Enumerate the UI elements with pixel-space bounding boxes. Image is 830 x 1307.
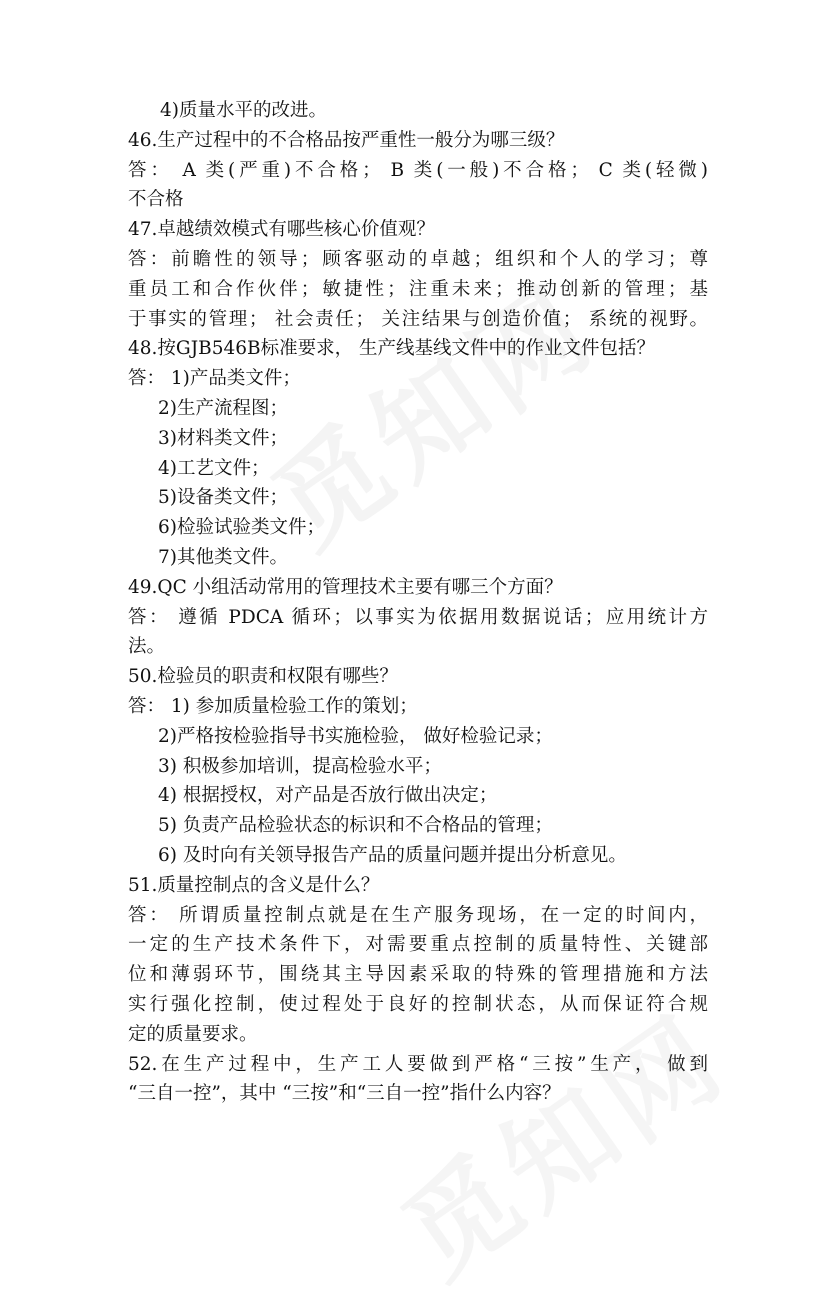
question-47: 47.卓越绩效模式有哪些核心价值观？ <box>128 219 435 241</box>
question-52: 52.在生产过程中，生产工人要做到严格“三按”生产， 做到 <box>128 1053 708 1075</box>
question-49: 49.QC 小组活动常用的管理技术主要有哪三个方面？ <box>128 576 563 598</box>
answer-50-item: 2)严格按检验指导书实施检验， 做好检验记录； <box>158 725 553 747</box>
answer-51-cont: 实行强化控制，使过程处于良好的控制状态，从而保证符合规 <box>128 993 708 1015</box>
answer-49-cont: 法。 <box>128 636 166 658</box>
answer-48-item: 3)材料类文件； <box>158 427 288 449</box>
answer-51: 答： 所谓质量控制点就是在生产服务现场，在一定的时间内， <box>128 904 708 926</box>
answer-48-item: 6)检验试验类文件； <box>158 517 325 539</box>
answer-47-cont: 于事实的管理； 社会责任； 关注结果与创造价值； 系统的视野。 <box>128 308 708 330</box>
answer-46-cont: 不合格 <box>128 189 184 211</box>
answer-48: 答： 1)产品类文件； <box>128 368 301 390</box>
answer-48-item: 4)工艺文件； <box>158 457 270 479</box>
answer-51-cont: 位和薄弱环节，围绕其主导因素采取的特殊的管理措施和方法 <box>128 964 708 986</box>
answer-46: 答： A 类(严重)不合格； B 类(一般)不合格； C 类(轻微) <box>128 159 708 181</box>
question-50: 50.检验员的职责和权限有哪些？ <box>128 666 398 688</box>
answer-50: 答： 1) 参加质量检验工作的策划； <box>128 695 418 717</box>
answer-51-cont: 一定的生产技术条件下，对需要重点控制的质量特性、关键部 <box>128 934 708 956</box>
answer-line: 4)质量水平的改进。 <box>160 100 327 121</box>
question-48: 48.按GJB546B标准要求， 生产线基线文件中的作业文件包括？ <box>128 338 655 360</box>
answer-49: 答： 遵循 PDCA 循环；以事实为依据用数据说话；应用统计方 <box>128 606 708 628</box>
answer-47: 答：前瞻性的领导；顾客驱动的卓越；组织和个人的学习；尊 <box>128 248 708 270</box>
answer-50-item: 6) 及时向有关领导报告产品的质量问题并提出分析意见。 <box>158 844 627 866</box>
document-body <box>128 96 708 1109</box>
answer-48-item: 5)设备类文件； <box>158 487 288 509</box>
answer-50-item: 5) 负责产品检验状态的标识和不合格品的管理； <box>158 815 553 837</box>
answer-50-item: 4) 根据授权，对产品是否放行做出决定； <box>158 785 498 807</box>
question-46: 46.生产过程中的不合格品按严重性一般分为哪三级？ <box>128 129 565 151</box>
answer-47-cont: 重员工和合作伙伴；敏捷性；注重未来；推动创新的管理；基 <box>128 278 708 300</box>
answer-48-item: 2)生产流程图； <box>158 397 288 419</box>
answer-51-cont: 定的质量要求。 <box>128 1023 258 1045</box>
question-52-cont: “三自一控”，其中 “三按”和“三自一控”指什么内容？ <box>128 1083 561 1105</box>
answer-48-item: 7)其他类文件。 <box>158 546 288 568</box>
question-51: 51.质量控制点的含义是什么？ <box>128 874 380 896</box>
answer-50-item: 3) 积极参加培训，提高检验水平； <box>158 755 442 777</box>
